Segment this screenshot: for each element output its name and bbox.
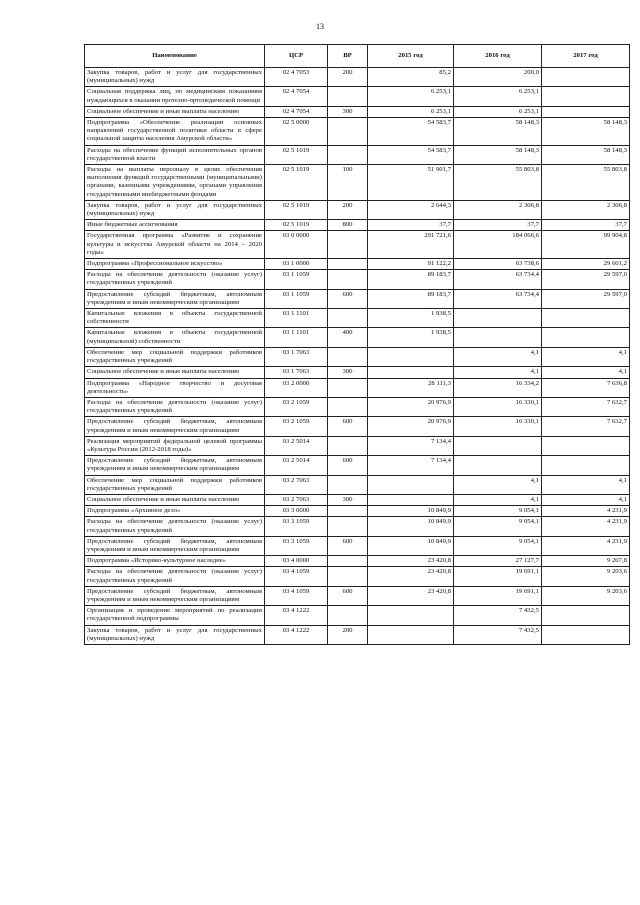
cell-2017: 99 904,8 bbox=[542, 231, 630, 259]
header-2017: 2017 год bbox=[542, 45, 630, 68]
cell-name: Закупка товаров, работ и услуг для государственных (муниципальных) нужд bbox=[85, 625, 265, 644]
table-row bbox=[85, 436, 630, 455]
cell-2017 bbox=[542, 436, 630, 455]
cell-2016: 27 127,7 bbox=[454, 556, 542, 567]
cell-2015: 2 644,3 bbox=[368, 200, 454, 219]
cell-name: Предоставление субсидий бюджетным, автономным учреждениям и иным некоммерческим организациям bbox=[85, 456, 265, 475]
cell-2017: 2 306,8 bbox=[542, 200, 630, 219]
cell-2015: 6 253,1 bbox=[368, 87, 454, 106]
cell-vr bbox=[328, 436, 368, 455]
cell-2017: 58 148,3 bbox=[542, 145, 630, 164]
cell-csr: 03 4 0000 bbox=[265, 556, 328, 567]
table-row bbox=[85, 494, 630, 505]
cell-2016: 7 432,5 bbox=[454, 625, 542, 644]
cell-2016: 2 306,8 bbox=[454, 200, 542, 219]
table-row bbox=[85, 475, 630, 494]
cell-vr: 800 bbox=[328, 220, 368, 231]
cell-2017 bbox=[542, 456, 630, 475]
cell-2015: 54 583,7 bbox=[368, 118, 454, 146]
table-row bbox=[85, 309, 630, 328]
table-row bbox=[85, 118, 630, 146]
table-row bbox=[85, 106, 630, 117]
cell-2016: 16 330,1 bbox=[454, 397, 542, 416]
cell-2016: 184 066,6 bbox=[454, 231, 542, 259]
cell-vr bbox=[328, 309, 368, 328]
cell-2017: 37,7 bbox=[542, 220, 630, 231]
cell-2017: 9 207,8 bbox=[542, 556, 630, 567]
cell-2015 bbox=[368, 625, 454, 644]
cell-vr bbox=[328, 567, 368, 586]
table-row bbox=[85, 289, 630, 308]
cell-2015: 89 183,7 bbox=[368, 289, 454, 308]
cell-2015 bbox=[368, 347, 454, 366]
cell-name: Расходы на обеспечение деятельности (оказание услуг) государственных учреждений bbox=[85, 270, 265, 289]
cell-2016 bbox=[454, 309, 542, 328]
cell-2016 bbox=[454, 328, 542, 347]
cell-2017: 29 601,2 bbox=[542, 259, 630, 270]
cell-2017: 9 203,6 bbox=[542, 567, 630, 586]
cell-vr: 600 bbox=[328, 586, 368, 605]
cell-name: Государственная программа «Развитие и сохранение культуры и искусства Амурской области на 2014 – 2020 годы» bbox=[85, 231, 265, 259]
cell-csr: 02 4 7053 bbox=[265, 68, 328, 87]
cell-2015: 10 849,9 bbox=[368, 536, 454, 555]
cell-2015: 7 134,4 bbox=[368, 436, 454, 455]
table-row bbox=[85, 456, 630, 475]
cell-2015: 85,2 bbox=[368, 68, 454, 87]
cell-2015: 1 938,5 bbox=[368, 309, 454, 328]
cell-2016: 4,1 bbox=[454, 494, 542, 505]
cell-csr: 02 5 0000 bbox=[265, 118, 328, 146]
cell-csr: 03 3 1059 bbox=[265, 536, 328, 555]
cell-2016: 58 148,3 bbox=[454, 118, 542, 146]
cell-csr: 02 5 1019 bbox=[265, 165, 328, 201]
table-row bbox=[85, 328, 630, 347]
cell-name: Социальное обеспечение и иные выплаты населению bbox=[85, 494, 265, 505]
cell-vr: 100 bbox=[328, 165, 368, 201]
table-row bbox=[85, 347, 630, 366]
table-header-row bbox=[85, 45, 630, 68]
cell-2015: 20 976,9 bbox=[368, 397, 454, 416]
cell-name: Подпрограмма «Профессиональное искусство» bbox=[85, 259, 265, 270]
cell-2015: 51 901,7 bbox=[368, 165, 454, 201]
cell-2017: 4,1 bbox=[542, 367, 630, 378]
cell-csr: 03 2 7063 bbox=[265, 475, 328, 494]
cell-vr bbox=[328, 506, 368, 517]
cell-2017 bbox=[542, 106, 630, 117]
table-row bbox=[85, 556, 630, 567]
cell-2017: 7 632,7 bbox=[542, 417, 630, 436]
cell-csr: 03 1 1059 bbox=[265, 270, 328, 289]
cell-name: Социальное обеспечение и иные выплаты населению bbox=[85, 367, 265, 378]
cell-vr bbox=[328, 378, 368, 397]
cell-2015: 20 976,9 bbox=[368, 417, 454, 436]
cell-vr bbox=[328, 87, 368, 106]
cell-vr bbox=[328, 606, 368, 625]
table-row bbox=[85, 567, 630, 586]
table-row bbox=[85, 606, 630, 625]
cell-2017 bbox=[542, 328, 630, 347]
cell-vr: 300 bbox=[328, 106, 368, 117]
cell-2015: 291 721,6 bbox=[368, 231, 454, 259]
cell-vr: 600 bbox=[328, 536, 368, 555]
cell-name: Предоставление субсидий бюджетным, автономным учреждениям и иным некоммерческим организациям bbox=[85, 586, 265, 605]
cell-2015 bbox=[368, 367, 454, 378]
header-csr: ЦСР bbox=[265, 45, 328, 68]
cell-name: Подпрограмма «Историко-культурное наследие» bbox=[85, 556, 265, 567]
cell-name: Капитальные вложения в объекты государственной (муниципальной) собственности bbox=[85, 328, 265, 347]
cell-vr bbox=[328, 556, 368, 567]
cell-2015: 54 583,7 bbox=[368, 145, 454, 164]
cell-name: Предоставление субсидий бюджетным, автономным учреждениям и иным некоммерческим организациям bbox=[85, 417, 265, 436]
table-row bbox=[85, 625, 630, 644]
cell-name: Расходы на обеспечение деятельности (оказание услуг) государственных учреждений bbox=[85, 397, 265, 416]
cell-2017: 4,1 bbox=[542, 347, 630, 366]
cell-vr: 600 bbox=[328, 456, 368, 475]
cell-vr bbox=[328, 145, 368, 164]
cell-vr: 300 bbox=[328, 494, 368, 505]
cell-csr: 02 5 1019 bbox=[265, 220, 328, 231]
cell-csr: 03 3 0000 bbox=[265, 506, 328, 517]
cell-vr bbox=[328, 259, 368, 270]
table-row bbox=[85, 397, 630, 416]
cell-csr: 03 2 5014 bbox=[265, 456, 328, 475]
cell-csr: 03 2 0000 bbox=[265, 378, 328, 397]
cell-2015: 7 134,4 bbox=[368, 456, 454, 475]
cell-vr: 200 bbox=[328, 68, 368, 87]
cell-2016: 9 054,1 bbox=[454, 536, 542, 555]
cell-2016: 19 691,1 bbox=[454, 567, 542, 586]
header-2016: 2016 год bbox=[454, 45, 542, 68]
cell-vr bbox=[328, 231, 368, 259]
cell-2017: 29 597,0 bbox=[542, 289, 630, 308]
cell-2016: 6 253,1 bbox=[454, 106, 542, 117]
cell-csr: 03 0 0000 bbox=[265, 231, 328, 259]
table-row bbox=[85, 68, 630, 87]
cell-csr: 03 4 1222 bbox=[265, 625, 328, 644]
cell-vr: 600 bbox=[328, 289, 368, 308]
cell-name: Организация и проведение мероприятий по реализации государственной подпрограммы bbox=[85, 606, 265, 625]
header-name: Наименование bbox=[85, 45, 265, 68]
cell-csr: 03 4 1222 bbox=[265, 606, 328, 625]
cell-2015: 23 420,8 bbox=[368, 586, 454, 605]
cell-2016: 63 734,4 bbox=[454, 270, 542, 289]
cell-2016: 4,1 bbox=[454, 347, 542, 366]
cell-csr: 03 1 7063 bbox=[265, 367, 328, 378]
cell-vr bbox=[328, 517, 368, 536]
cell-csr: 03 1 1059 bbox=[265, 289, 328, 308]
cell-vr: 200 bbox=[328, 625, 368, 644]
cell-2016: 58 148,3 bbox=[454, 145, 542, 164]
cell-name: Социальное обеспечение и иные выплаты населению bbox=[85, 106, 265, 117]
cell-2017: 7 636,8 bbox=[542, 378, 630, 397]
cell-vr: 600 bbox=[328, 417, 368, 436]
header-2015: 2015 год bbox=[368, 45, 454, 68]
cell-2016: 9 054,1 bbox=[454, 506, 542, 517]
cell-csr: 03 1 1101 bbox=[265, 328, 328, 347]
cell-2016 bbox=[454, 456, 542, 475]
cell-2017: 7 632,7 bbox=[542, 397, 630, 416]
table-row bbox=[85, 145, 630, 164]
cell-csr: 03 1 1101 bbox=[265, 309, 328, 328]
cell-csr: 02 5 1019 bbox=[265, 200, 328, 219]
cell-vr bbox=[328, 397, 368, 416]
budget-table bbox=[84, 44, 630, 645]
cell-name: Обеспечение мер социальной поддержки работников государственных учреждений bbox=[85, 475, 265, 494]
cell-2017: 4 231,9 bbox=[542, 536, 630, 555]
header-vr: ВР bbox=[328, 45, 368, 68]
cell-2016: 7 432,5 bbox=[454, 606, 542, 625]
cell-vr bbox=[328, 347, 368, 366]
cell-name: Капитальные вложения в объекты государственной собственности bbox=[85, 309, 265, 328]
cell-2015 bbox=[368, 475, 454, 494]
cell-csr: 02 4 7054 bbox=[265, 87, 328, 106]
page-number: 13 bbox=[316, 22, 324, 31]
cell-csr: 03 2 5014 bbox=[265, 436, 328, 455]
cell-vr: 300 bbox=[328, 367, 368, 378]
cell-name: Расходы на обеспечение функций исполнительных органов государственной власти bbox=[85, 145, 265, 164]
table-row bbox=[85, 506, 630, 517]
cell-2017: 4 231,9 bbox=[542, 506, 630, 517]
cell-2015: 10 849,9 bbox=[368, 517, 454, 536]
cell-2017 bbox=[542, 309, 630, 328]
cell-2016: 4,1 bbox=[454, 367, 542, 378]
cell-2016: 200,0 bbox=[454, 68, 542, 87]
cell-csr: 03 2 1059 bbox=[265, 397, 328, 416]
cell-name: Подпрограмма «Народное творчество и досуговая деятельность» bbox=[85, 378, 265, 397]
cell-2015: 23 420,8 bbox=[368, 556, 454, 567]
cell-vr: 400 bbox=[328, 328, 368, 347]
table-row bbox=[85, 87, 630, 106]
cell-2017: 4,1 bbox=[542, 494, 630, 505]
cell-csr: 02 5 1019 bbox=[265, 145, 328, 164]
cell-csr: 03 4 1059 bbox=[265, 567, 328, 586]
cell-csr: 02 4 7054 bbox=[265, 106, 328, 117]
cell-2017: 9 203,6 bbox=[542, 586, 630, 605]
cell-name: Закупка товаров, работ и услуг для государственных (муниципальных) нужд bbox=[85, 68, 265, 87]
cell-2016: 6 253,1 bbox=[454, 87, 542, 106]
table-row bbox=[85, 220, 630, 231]
cell-name: Подпрограмма «Обеспечение реализации основных направлений государственной политики области в сфере социальной защиты населения Амурской области» bbox=[85, 118, 265, 146]
cell-2015 bbox=[368, 494, 454, 505]
cell-2017 bbox=[542, 606, 630, 625]
cell-csr: 03 2 7063 bbox=[265, 494, 328, 505]
cell-2015: 91 122,2 bbox=[368, 259, 454, 270]
cell-name: Расходы на выплаты персоналу в целях обеспечения выполнения функций государственными (муниципальными) органами, казенными учреждениями, органами управления государственными внебюджетными фондами bbox=[85, 165, 265, 201]
table-row bbox=[85, 200, 630, 219]
table-row bbox=[85, 259, 630, 270]
cell-vr bbox=[328, 270, 368, 289]
cell-2016: 37,7 bbox=[454, 220, 542, 231]
table-row bbox=[85, 586, 630, 605]
cell-2015: 89 183,7 bbox=[368, 270, 454, 289]
cell-2016: 63 738,6 bbox=[454, 259, 542, 270]
cell-name: Предоставление субсидий бюджетным, автономным учреждениям и иным некоммерческим организациям bbox=[85, 536, 265, 555]
cell-2016: 19 691,1 bbox=[454, 586, 542, 605]
cell-2017: 29 597,0 bbox=[542, 270, 630, 289]
table-row bbox=[85, 165, 630, 201]
cell-name: Расходы на обеспечение деятельности (оказание услуг) государственных учреждений bbox=[85, 517, 265, 536]
cell-name: Предоставление субсидий бюджетным, автономным учреждениям и иным некоммерческим организациям bbox=[85, 289, 265, 308]
cell-2016: 16 330,1 bbox=[454, 417, 542, 436]
cell-2016: 4,1 bbox=[454, 475, 542, 494]
cell-2016: 63 734,4 bbox=[454, 289, 542, 308]
cell-2017 bbox=[542, 68, 630, 87]
cell-2017: 4,1 bbox=[542, 475, 630, 494]
cell-2015: 37,7 bbox=[368, 220, 454, 231]
cell-csr: 03 1 7063 bbox=[265, 347, 328, 366]
table-row bbox=[85, 231, 630, 259]
cell-2016: 16 334,2 bbox=[454, 378, 542, 397]
cell-2017 bbox=[542, 625, 630, 644]
cell-2015: 10 849,9 bbox=[368, 506, 454, 517]
cell-vr: 200 bbox=[328, 200, 368, 219]
cell-vr bbox=[328, 475, 368, 494]
cell-vr bbox=[328, 118, 368, 146]
cell-2015: 1 938,5 bbox=[368, 328, 454, 347]
cell-csr: 03 1 0000 bbox=[265, 259, 328, 270]
cell-2015: 23 420,8 bbox=[368, 567, 454, 586]
table-row bbox=[85, 378, 630, 397]
cell-csr: 03 4 1059 bbox=[265, 586, 328, 605]
cell-2016 bbox=[454, 436, 542, 455]
cell-2017: 4 231,9 bbox=[542, 517, 630, 536]
cell-name: Расходы на обеспечение деятельности (оказание услуг) государственных учреждений bbox=[85, 567, 265, 586]
cell-2016: 55 803,8 bbox=[454, 165, 542, 201]
table-row bbox=[85, 367, 630, 378]
cell-2015: 6 253,1 bbox=[368, 106, 454, 117]
table-row bbox=[85, 517, 630, 536]
table-row bbox=[85, 536, 630, 555]
cell-name: Социальная поддержка лиц, по медицинским показаниям нуждающихся в оказании протезно-ортопедической помощи bbox=[85, 87, 265, 106]
cell-csr: 03 3 1059 bbox=[265, 517, 328, 536]
cell-csr: 03 2 1059 bbox=[265, 417, 328, 436]
cell-name: Реализация мероприятий федеральной целевой программы «Культура России (2012-2018 годы)» bbox=[85, 436, 265, 455]
cell-2017: 55 803,8 bbox=[542, 165, 630, 201]
cell-name: Подпрограмма «Архивное дело» bbox=[85, 506, 265, 517]
table-row bbox=[85, 417, 630, 436]
cell-2017: 58 148,3 bbox=[542, 118, 630, 146]
table-row bbox=[85, 270, 630, 289]
cell-name: Закупка товаров, работ и услуг для государственных (муниципальных) нужд bbox=[85, 200, 265, 219]
cell-name: Иные бюджетные ассигнования bbox=[85, 220, 265, 231]
cell-2015: 28 111,3 bbox=[368, 378, 454, 397]
table-body bbox=[85, 68, 630, 645]
cell-name: Обеспечение мер социальной поддержки работников государственных учреждений bbox=[85, 347, 265, 366]
cell-2017 bbox=[542, 87, 630, 106]
cell-2015 bbox=[368, 606, 454, 625]
cell-2016: 9 054,1 bbox=[454, 517, 542, 536]
